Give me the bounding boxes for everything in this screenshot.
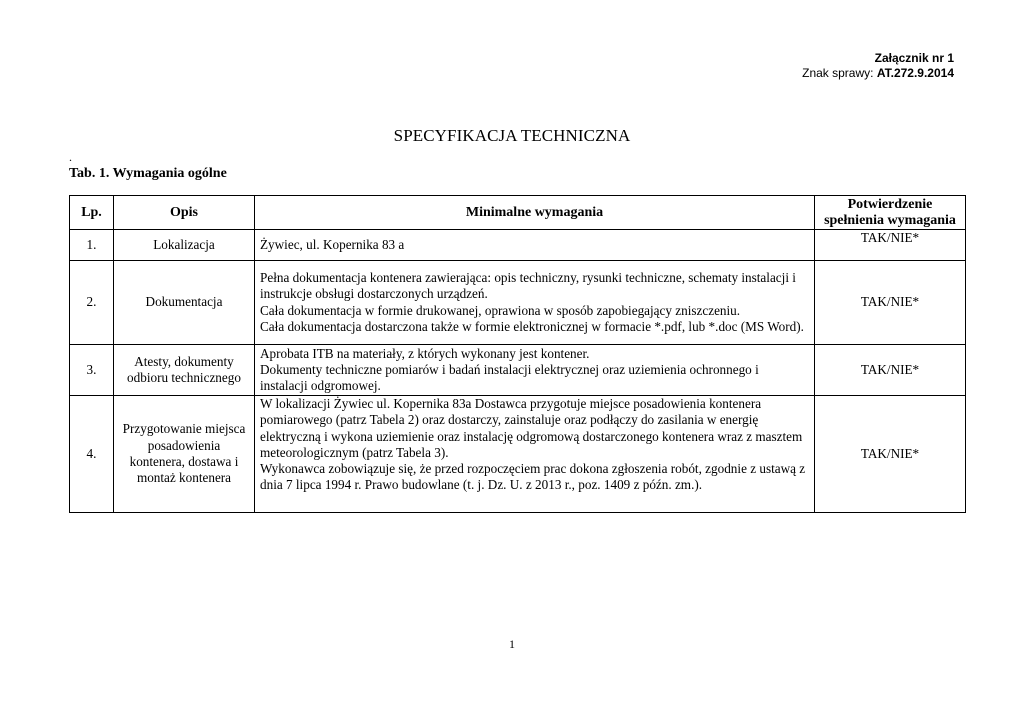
row-min-requirements xyxy=(255,230,815,261)
table-row xyxy=(70,261,966,345)
row-min-requirements xyxy=(255,396,815,513)
header-opis: Opis xyxy=(114,196,255,230)
row-confirmation: TAK/NIE* xyxy=(815,345,966,396)
header-confirmation xyxy=(815,196,966,230)
page-number: 1 xyxy=(509,637,515,651)
requirement-text: W lokalizacji Żywiec ul. Kopernika 83a Dostawca przygotuje miejsce posadowienia kontenera pomiarowego (patrz Tabela 2) oraz dostarczy, zainstaluje oraz podłączy do zasilania w energię elektryczną i wykona uziemienie oraz instalację odgromową dostarczonego kontenera wraz z masztem meteorologicznym (patrz Tabela 3). xyxy=(260,396,803,460)
stray-dot: . xyxy=(69,150,72,164)
requirement-text: Wykonawca zobowiązuje się, że przed rozpoczęciem prac dokona zgłoszenia robót, zgodnie z ustawą z dnia 7 lipca 1994 r. Prawo budowlane (t. j. Dz. U. z 2013 r., poz. 1409 z późn. zm.). xyxy=(260,461,806,493)
requirement-text: Dokumenty techniczne pomiarów i badań instalacji elektrycznej oraz uziemienia ochronnego i instalacji odgromowej. xyxy=(260,361,759,394)
requirement-text: Cała dokumentacja w formie drukowanej, oprawiona w sposób zapobiegający zniszczeniu. xyxy=(260,302,741,318)
table-header-row xyxy=(70,196,966,230)
case-number: AT.272.9.2014 xyxy=(876,66,954,80)
row-min-requirements xyxy=(255,345,815,396)
table-row xyxy=(70,230,966,261)
table-caption: Tab. 1. Wymagania ogólne xyxy=(69,166,227,181)
header-lp: Lp. xyxy=(70,196,114,230)
table-row xyxy=(70,345,966,396)
case-reference xyxy=(802,66,954,81)
document-header xyxy=(802,51,954,81)
row-confirmation: TAK/NIE* xyxy=(815,230,966,261)
requirement-text: Aprobata ITB na materiały, z których wykonany jest kontener. xyxy=(260,345,590,361)
row-opis: Dokumentacja xyxy=(114,261,255,345)
row-opis: Lokalizacja xyxy=(114,230,255,261)
row-confirmation: TAK/NIE* xyxy=(815,261,966,345)
row-confirmation: TAK/NIE* xyxy=(815,396,966,513)
header-confirmation-line2: spełnienia wymagania xyxy=(824,212,956,228)
table-row xyxy=(70,396,966,513)
requirement-text: Pełna dokumentacja kontenera zawierająca: opis techniczny, rysunki techniczne, schematy instalacji i instrukcje obsługi dostarczonych urządzeń. xyxy=(260,269,796,302)
header-min-requirements: Minimalne wymagania xyxy=(255,196,815,230)
page-title: SPECYFIKACJA TECHNICZNA xyxy=(393,126,631,145)
requirement-text: Cała dokumentacja dostarczona także w formie elektronicznej w formacie *.pdf, lub *.doc (MS Word). xyxy=(260,318,804,334)
row-min-requirements xyxy=(255,261,815,345)
row-lp: 3. xyxy=(70,345,114,396)
row-lp: 1. xyxy=(70,230,114,261)
row-lp: 4. xyxy=(70,396,114,513)
requirement-text: Żywiec, ul. Kopernika 83 a xyxy=(260,236,405,252)
row-lp: 2. xyxy=(70,261,114,345)
row-opis: Atesty, dokumenty odbioru technicznego xyxy=(114,345,255,396)
row-opis: Przygotowanie miejsca posadowienia kontenera, dostawa i montaż kontenera xyxy=(114,396,255,513)
requirements-table xyxy=(69,195,966,513)
case-label: Znak sprawy: xyxy=(802,66,874,80)
header-confirmation-line1: Potwierdzenie xyxy=(847,196,933,212)
annex-label: Załącznik nr 1 xyxy=(874,51,954,65)
